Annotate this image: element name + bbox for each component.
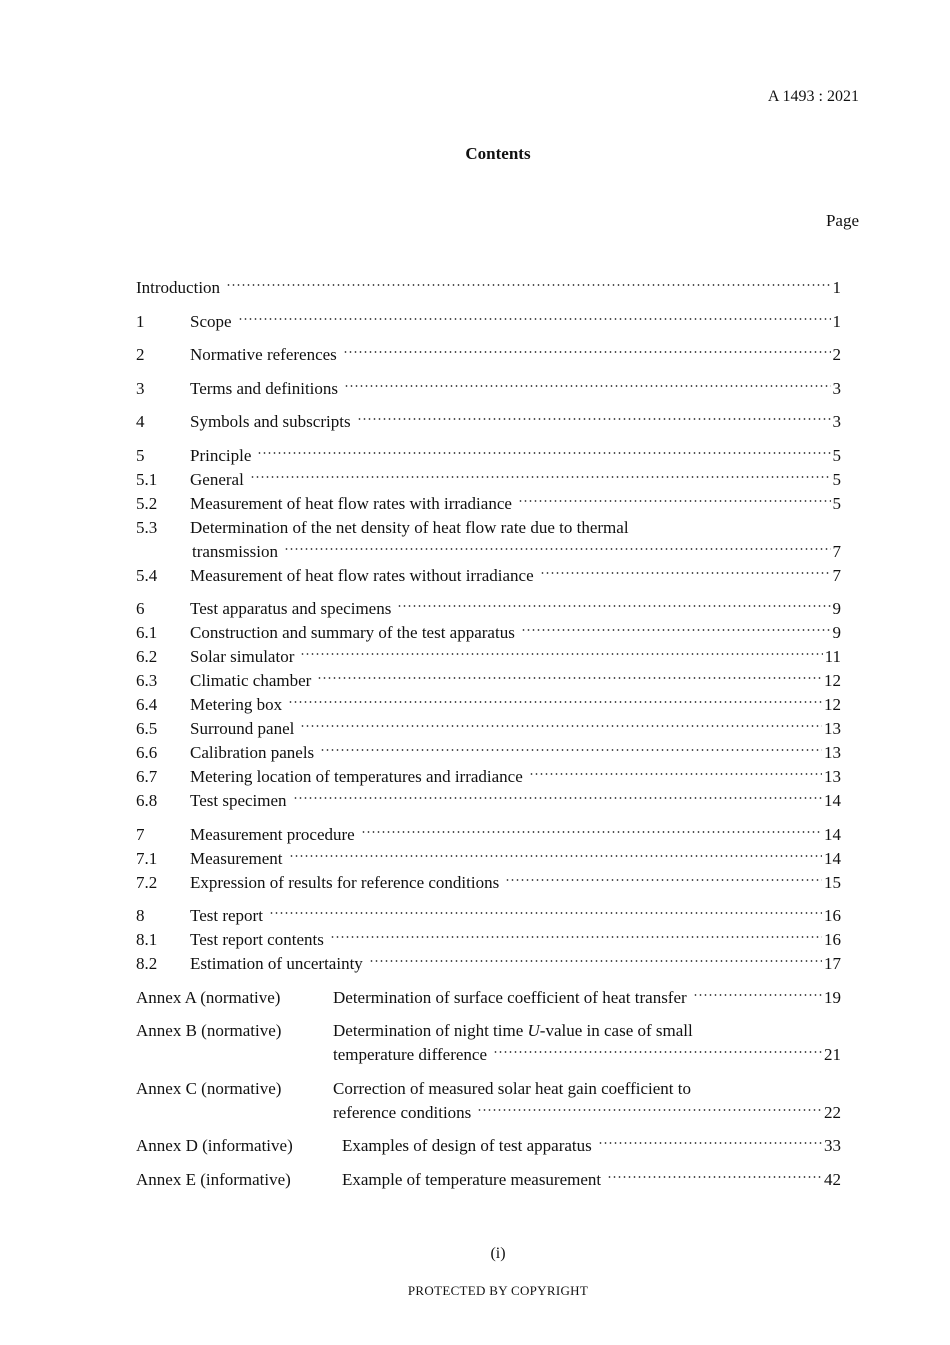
toc-number: 8.1 — [136, 930, 158, 949]
toc-entry-annex-a[interactable] — [136, 986, 841, 1010]
page-column-header: Page — [825, 211, 859, 230]
dot-leader — [693, 991, 822, 999]
toc-entry-annex-e[interactable] — [136, 1168, 841, 1192]
table-of-contents — [136, 276, 841, 1192]
page-title: Contents — [465, 144, 531, 163]
toc-entry-5[interactable] — [136, 444, 841, 468]
toc-entry-6-1[interactable] — [136, 621, 841, 645]
toc-entry-6-8[interactable] — [136, 789, 841, 813]
toc-entry-6-2[interactable] — [136, 645, 841, 669]
toc-entry-text: Measurement procedure — [190, 824, 355, 844]
dot-leader — [477, 1106, 822, 1114]
toc-entry-5-3-continuation[interactable] — [136, 540, 841, 564]
toc-entry-text: Test apparatus and specimens — [190, 599, 392, 618]
toc-page-number: 5 — [832, 469, 841, 489]
dot-leader — [284, 545, 831, 553]
dot-leader — [357, 415, 831, 423]
dot-leader — [397, 602, 830, 610]
toc-entry-1[interactable] — [136, 310, 841, 334]
toc-page-number: 2 — [832, 345, 841, 364]
toc-entry-text: Solar simulator — [190, 647, 295, 666]
toc-number: 6.7 — [136, 767, 158, 786]
toc-entry-text: transmission — [192, 541, 278, 561]
dot-leader — [521, 626, 831, 634]
toc-entry-text: Metering location of temperatures and irradiance — [190, 767, 523, 786]
toc-entry-text: Measurement — [190, 848, 283, 868]
toc-entry-text: Metering box — [190, 695, 283, 714]
toc-number: 3 — [136, 378, 145, 398]
toc-entry-text: Determination of the net density of heat flow rate due to thermal — [190, 517, 629, 537]
toc-page-number: 11 — [824, 647, 841, 666]
toc-number: 7 — [136, 824, 145, 844]
toc-page-number: 7 — [832, 541, 841, 561]
toc-number: 8.2 — [136, 954, 158, 973]
toc-number: 1 — [136, 311, 145, 331]
toc-entry-text: temperature difference — [333, 1045, 488, 1064]
toc-entry-text: Surround panel — [190, 719, 295, 738]
toc-entry-text: Estimation of uncertainty — [190, 954, 363, 973]
dot-leader — [257, 449, 830, 457]
toc-entry-text: Terms and definitions — [190, 378, 339, 398]
toc-number: 6.6 — [136, 743, 158, 762]
toc-entry-6-5[interactable] — [136, 717, 841, 741]
toc-entry-8-1[interactable] — [136, 928, 841, 952]
dot-leader — [226, 281, 830, 289]
toc-number: 7.1 — [136, 848, 158, 868]
dot-leader — [250, 473, 831, 481]
toc-page-number: 1 — [832, 278, 841, 297]
toc-number: 5.2 — [136, 493, 158, 513]
toc-page-number: 13 — [824, 767, 841, 786]
toc-page-number: 14 — [824, 824, 841, 844]
toc-entry-5-1[interactable] — [136, 468, 841, 492]
dot-leader — [320, 746, 822, 754]
toc-page-number: 17 — [824, 954, 841, 973]
toc-entry-annex-c[interactable] — [136, 1077, 841, 1101]
toc-page-number: 16 — [824, 930, 841, 949]
toc-entry-5-3[interactable] — [136, 516, 841, 540]
toc-page-number: 22 — [824, 1102, 841, 1122]
toc-entry-6-3[interactable] — [136, 669, 841, 693]
toc-entry-text: Calibration panels — [190, 743, 315, 762]
dot-leader — [493, 1048, 822, 1056]
toc-entry-2[interactable] — [136, 343, 841, 367]
toc-entry-text: Measurement of heat flow rates without irradiance — [190, 565, 534, 585]
toc-page-number: 1 — [832, 311, 841, 331]
toc-entry-text: Introduction — [136, 278, 221, 297]
toc-number: 6.5 — [136, 719, 158, 738]
toc-page-number: 3 — [832, 412, 841, 431]
toc-entry-text: Measurement of heat flow rates with irradiance — [190, 493, 512, 513]
toc-entry-5-4[interactable] — [136, 564, 841, 588]
dot-leader — [293, 794, 822, 802]
dot-leader — [529, 770, 822, 778]
toc-number: 5 — [136, 445, 145, 465]
toc-number: 5.1 — [136, 469, 158, 489]
toc-number: 7.2 — [136, 872, 158, 892]
annex-label: Annex E (informative) — [136, 1169, 291, 1189]
toc-page-number: 14 — [824, 791, 841, 810]
toc-number: 8 — [136, 906, 145, 925]
toc-page-number: 12 — [824, 671, 841, 690]
toc-page-number: 9 — [832, 623, 841, 642]
document-number: A 1493 : 2021 — [767, 88, 859, 105]
toc-page-number: 15 — [824, 872, 841, 892]
dot-leader — [505, 876, 822, 884]
toc-entry-text: General — [190, 469, 244, 489]
toc-page-number: 21 — [824, 1045, 841, 1064]
toc-entry-8-2[interactable] — [136, 952, 841, 976]
toc-entry-text: Test specimen — [190, 791, 287, 810]
copyright-notice: PROTECTED BY COPYRIGHT — [407, 1283, 589, 1298]
toc-number: 6.8 — [136, 791, 158, 810]
dot-leader — [238, 315, 831, 323]
toc-page-number: 33 — [824, 1136, 841, 1155]
toc-entry-text: Principle — [190, 445, 252, 465]
toc-page-number: 19 — [824, 987, 841, 1007]
toc-number: 6.4 — [136, 695, 158, 714]
toc-entry-3[interactable] — [136, 377, 841, 401]
toc-entry-7[interactable] — [136, 823, 841, 847]
toc-page-number: 5 — [832, 493, 841, 513]
toc-page-number: 13 — [824, 719, 841, 738]
dot-leader — [607, 1173, 822, 1181]
toc-number: 5.3 — [136, 517, 158, 537]
toc-number: 6 — [136, 599, 145, 618]
toc-entry-text: Expression of results for reference conditions — [190, 872, 500, 892]
toc-page-number: 12 — [824, 695, 841, 714]
toc-entry-6-4[interactable] — [136, 693, 841, 717]
toc-entry-text: reference conditions — [333, 1102, 472, 1122]
toc-entry-text: Determination of surface coefficient of heat transfer — [333, 987, 687, 1007]
toc-number: 5.4 — [136, 565, 158, 585]
dot-leader — [288, 698, 822, 706]
toc-page-number: 13 — [824, 743, 841, 762]
toc-page-number: 3 — [832, 378, 841, 398]
toc-entry-text: Examples of design of test apparatus — [342, 1136, 592, 1155]
toc-entry-4[interactable] — [136, 410, 841, 434]
toc-entry-text: Construction and summary of the test apparatus — [190, 623, 515, 642]
toc-page-number: 16 — [824, 906, 841, 925]
toc-entry-text: Determination of night time U-value in case of small — [333, 1021, 693, 1040]
toc-entry-text: Symbols and subscripts — [190, 412, 351, 431]
toc-page-number: 5 — [832, 445, 841, 465]
dot-leader — [269, 909, 822, 917]
dot-leader — [344, 382, 830, 390]
toc-number: 6.3 — [136, 671, 158, 690]
toc-entry-7-2[interactable] — [136, 871, 841, 895]
dot-leader — [317, 674, 822, 682]
annex-label: Annex B (normative) — [136, 1021, 282, 1040]
toc-entry-annex-b[interactable] — [136, 1019, 841, 1043]
dot-leader — [330, 933, 822, 941]
dot-leader — [540, 569, 831, 577]
toc-entry-text: Climatic chamber — [190, 671, 312, 690]
toc-entry-text: Example of temperature measurement — [342, 1169, 602, 1189]
toc-entry-6[interactable] — [136, 597, 841, 621]
toc-entry-text: Normative references — [190, 345, 337, 364]
toc-number: 6.1 — [136, 623, 158, 642]
toc-number: 4 — [136, 412, 145, 431]
toc-entry-text: Test report — [190, 906, 263, 925]
annex-label: Annex C (normative) — [136, 1078, 282, 1098]
dot-leader — [300, 722, 822, 730]
footer-page-number: (i) — [490, 1245, 506, 1262]
toc-entry-annex-d[interactable] — [136, 1134, 841, 1158]
dot-leader — [300, 650, 822, 658]
toc-entry-6-7[interactable] — [136, 765, 841, 789]
dot-leader — [343, 348, 831, 356]
toc-entry-6-6[interactable] — [136, 741, 841, 765]
toc-entry-7-1[interactable] — [136, 847, 841, 871]
dot-leader — [289, 852, 822, 860]
toc-page-number: 42 — [824, 1169, 841, 1189]
toc-entry-8[interactable] — [136, 904, 841, 928]
toc-number: 2 — [136, 345, 145, 364]
toc-entry-annex-c-continuation[interactable] — [136, 1101, 841, 1125]
dot-leader — [598, 1139, 822, 1147]
annex-label: Annex A (normative) — [136, 987, 281, 1007]
annex-label: Annex D (informative) — [136, 1136, 293, 1155]
dot-leader — [361, 828, 822, 836]
toc-entry-text: Test report contents — [190, 930, 324, 949]
toc-entry-text: Correction of measured solar heat gain coefficient to — [333, 1078, 691, 1098]
toc-page-number: 9 — [832, 599, 841, 618]
dot-leader — [518, 497, 831, 505]
toc-entry-annex-b-continuation[interactable] — [136, 1043, 841, 1067]
toc-entry-introduction[interactable] — [136, 276, 841, 300]
toc-page-number: 7 — [832, 565, 841, 585]
toc-entry-text: Scope — [190, 311, 232, 331]
toc-number: 6.2 — [136, 647, 158, 666]
toc-entry-5-2[interactable] — [136, 492, 841, 516]
dot-leader — [369, 957, 822, 965]
toc-page-number: 14 — [824, 848, 841, 868]
